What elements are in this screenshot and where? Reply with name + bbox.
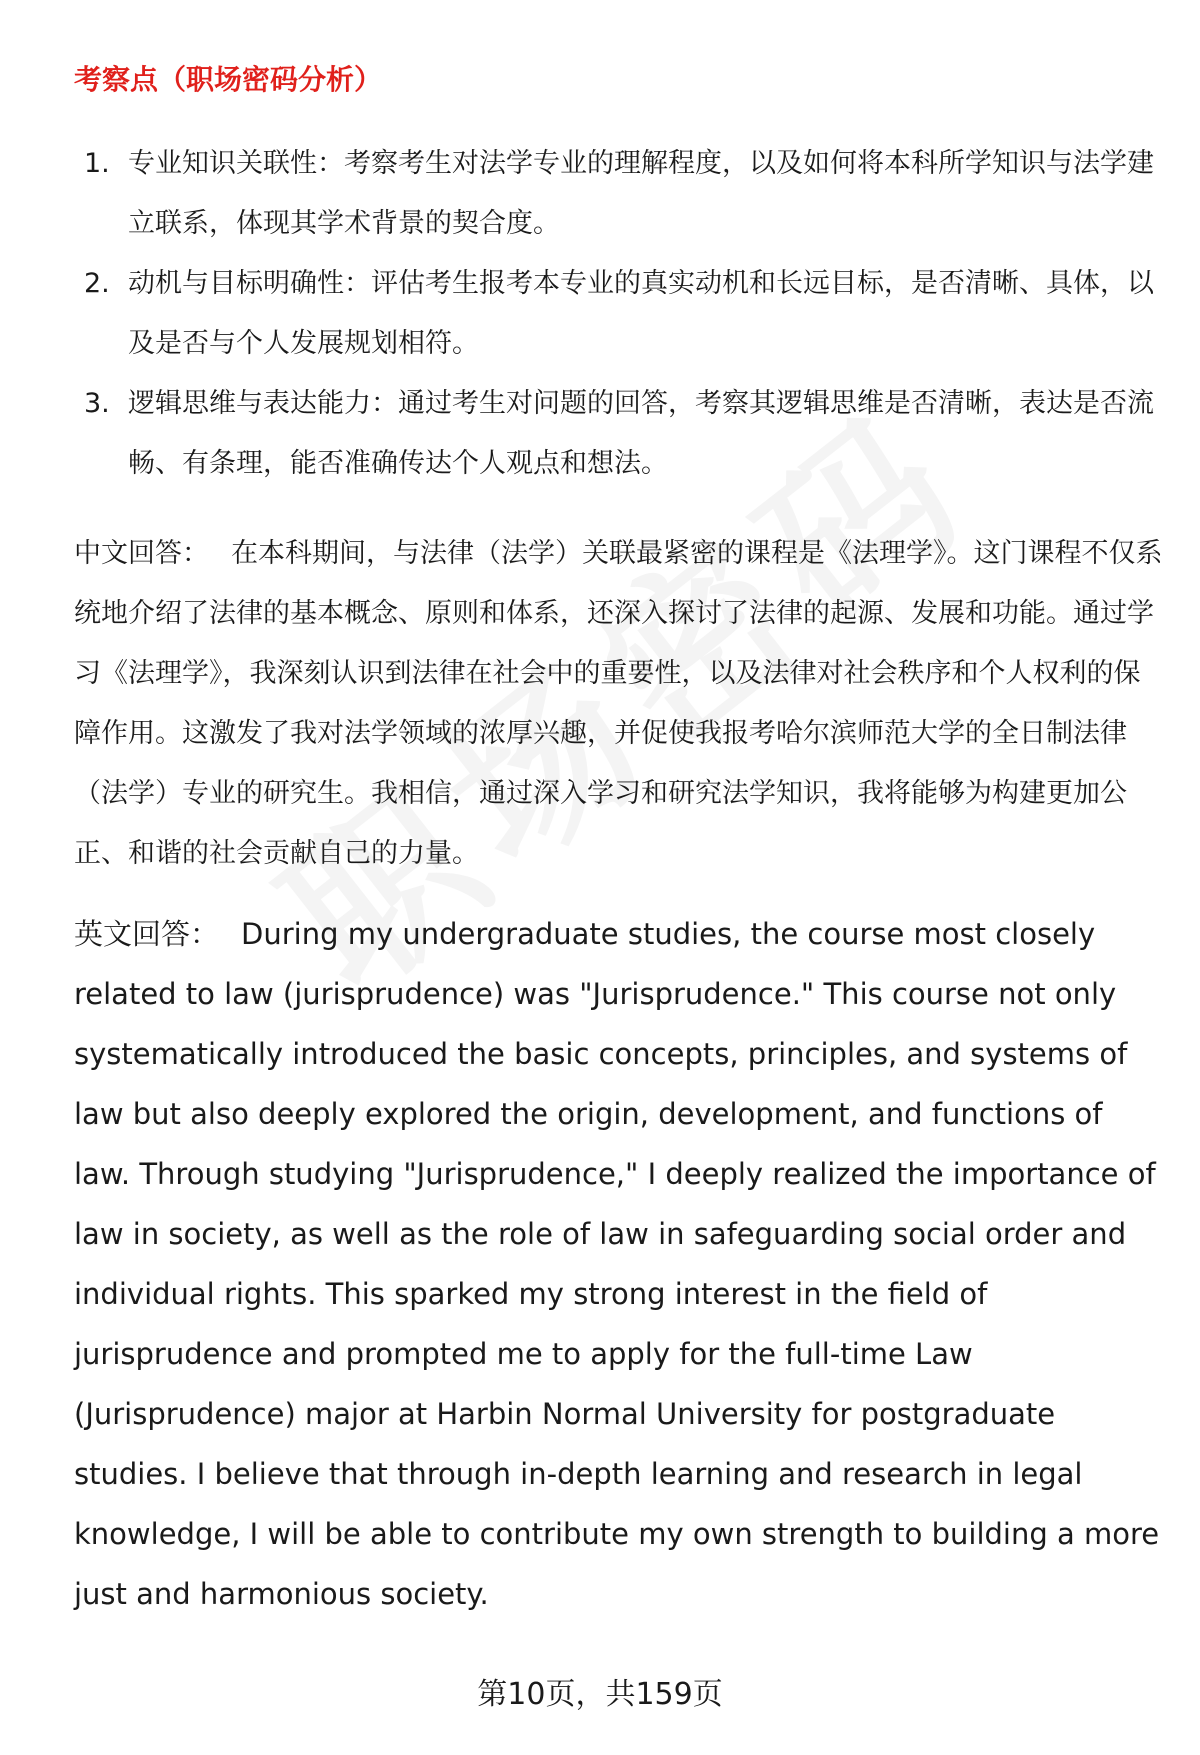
assessment-points-list (74, 134, 1164, 494)
chinese-answer-text: 在本科期间，与法律（法学）关联最紧密的课程是《法理学》。这门课程不仅系统地介绍了法律的基本概念、原则和体系，还深入探讨了法律的起源、发展和功能。通过学习《法理学》，我深刻认识到法律在社会中的重要性，以及法律对社会秩序和个人权利的保障作用。这激发了我对法学领域的浓厚兴趣，并促使我报考哈尔滨师范大学的全日制法律（法学）专业的研究生。我相信，通过深入学习和研究法学知识，我将能够为构建更加公正、和谐的社会贡献自己的力量。 (74, 538, 1163, 869)
list-item (74, 134, 1164, 254)
english-answer (74, 904, 1164, 1624)
list-item (74, 254, 1164, 374)
chinese-answer (74, 524, 1164, 884)
list-item-number: 1. (84, 148, 110, 179)
list-item-number: 3. (84, 388, 110, 419)
chinese-answer-label: 中文回答： (74, 538, 209, 569)
section-title: 考察点（职场密码分析） (74, 63, 383, 96)
list-item-text: 专业知识关联性：考察考生对法学专业的理解程度，以及如何将本科所学知识与法学建立联系，体现其学术背景的契合度。 (128, 148, 1154, 239)
list-item (74, 374, 1164, 494)
list-item-text: 动机与目标明确性：评估考生报考本专业的真实动机和长远目标，是否清晰、具体，以及是否与个人发展规划相符。 (128, 268, 1154, 359)
english-answer-text: During my undergraduate studies, the course most closely related to law (jurisprudence) was "Jurisprudence." This course not only systematically introduced the basic concepts, principles, and systems of law but also deeply explored the origin, development, and functions of law. Through studying "Jurisprudence," I deeply realized the importance of law in society, as well as the role of law in safeguarding social order and individual rights. This sparked my strong interest in the field of jurisprudence and prompted me to apply for the full-time Law (Jurisprudence) major at Harbin Normal University for postgraduate studies. I believe that through in-depth learning and research in legal knowledge, I will be able to contribute my own strength to building a more just and harmonious society. (74, 917, 1160, 1611)
list-item-number: 2. (84, 268, 110, 299)
list-item-text: 逻辑思维与表达能力：通过考生对问题的回答，考察其逻辑思维是否清晰，表达是否流畅、有条理，能否准确传达个人观点和想法。 (128, 388, 1154, 479)
page-number: 第10页，共159页 (477, 1677, 723, 1712)
english-answer-label: 英文回答： (74, 917, 220, 951)
